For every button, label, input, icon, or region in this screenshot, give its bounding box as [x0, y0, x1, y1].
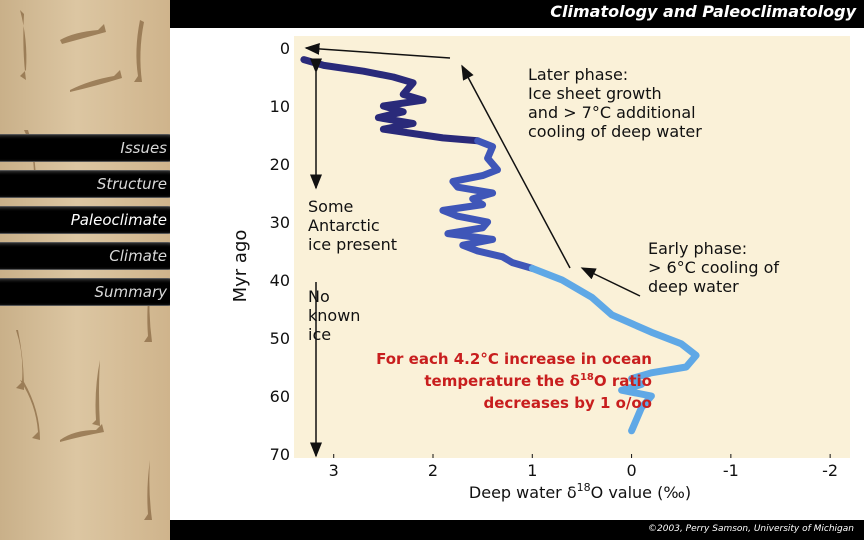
y-tick-label: 0: [279, 39, 290, 58]
nav-item-label: Issues: [120, 139, 167, 157]
nav-item-issues[interactable]: [0, 134, 182, 162]
fossil-fish-icon-9: [60, 424, 104, 442]
annotation-some-ice: Some Antarctic ice present: [308, 197, 397, 254]
nav-item-paleoclimate[interactable]: [0, 206, 182, 234]
fossil-fish-icon-2: [60, 24, 106, 44]
fossil-fish-icon-3: [134, 20, 144, 82]
y-tick-label: 20: [269, 155, 290, 174]
fossil-fish-icons: [0, 0, 170, 540]
x-tick-label: 3: [328, 461, 339, 480]
annotation-early-phase: Early phase: > 6°C cooling of deep water: [648, 239, 779, 296]
nav-item-label: Summary: [94, 283, 167, 301]
x-tick-label: 0: [626, 461, 637, 480]
fossil-fish-icon-8: [16, 330, 24, 390]
y-tick-label: 60: [269, 387, 290, 406]
x-tick-label: -1: [722, 461, 739, 480]
nav-item-label: Paleoclimate: [70, 211, 167, 229]
x-tick-label: -2: [822, 461, 839, 480]
y-axis-label: Myr ago: [230, 229, 251, 303]
fossil-fish-icon-11: [144, 460, 152, 520]
title-bar: [170, 0, 864, 28]
nav-item-structure[interactable]: [0, 170, 182, 198]
nav-item-climate[interactable]: [0, 242, 182, 270]
delta18o-chart: [170, 28, 864, 520]
nav-item-summary[interactable]: [0, 278, 182, 306]
nav-item-label: Climate: [109, 247, 167, 265]
fossil-sidebar: [0, 0, 170, 540]
y-tick-label: 30: [269, 213, 290, 232]
fossil-fish-icon-12: [92, 360, 100, 426]
x-axis-label: Deep water $\delta^{18}O$ value (‰): [468, 481, 692, 502]
annotation-later-phase: Later phase: Ice sheet growth and > 7°C additional cooling of deep water: [528, 65, 702, 141]
x-tick-label: 1: [527, 461, 538, 480]
isotope-temperature-note: For each 4.2°C increase in ocean temperature the $\delta^{18}O$ ratio decreases by 1 o/oo: [376, 350, 652, 412]
y-tick-label: 50: [269, 329, 290, 348]
copyright-text: ©2003, Perry Samson, University of Michigan: [648, 524, 854, 534]
fossil-fish-icon-4: [70, 70, 122, 92]
x-tick-label: 2: [427, 461, 439, 480]
fossil-fish-icon-1: [20, 10, 26, 80]
y-tick-label: 10: [269, 97, 290, 116]
footer-bar: [170, 520, 864, 540]
y-tick-label: 40: [269, 271, 290, 290]
page-title: Climatology and Paleoclimatology: [550, 2, 856, 21]
nav-item-label: Structure: [96, 175, 167, 193]
annotation-no-ice: No known ice: [308, 287, 361, 344]
y-tick-label: 70: [269, 445, 290, 464]
